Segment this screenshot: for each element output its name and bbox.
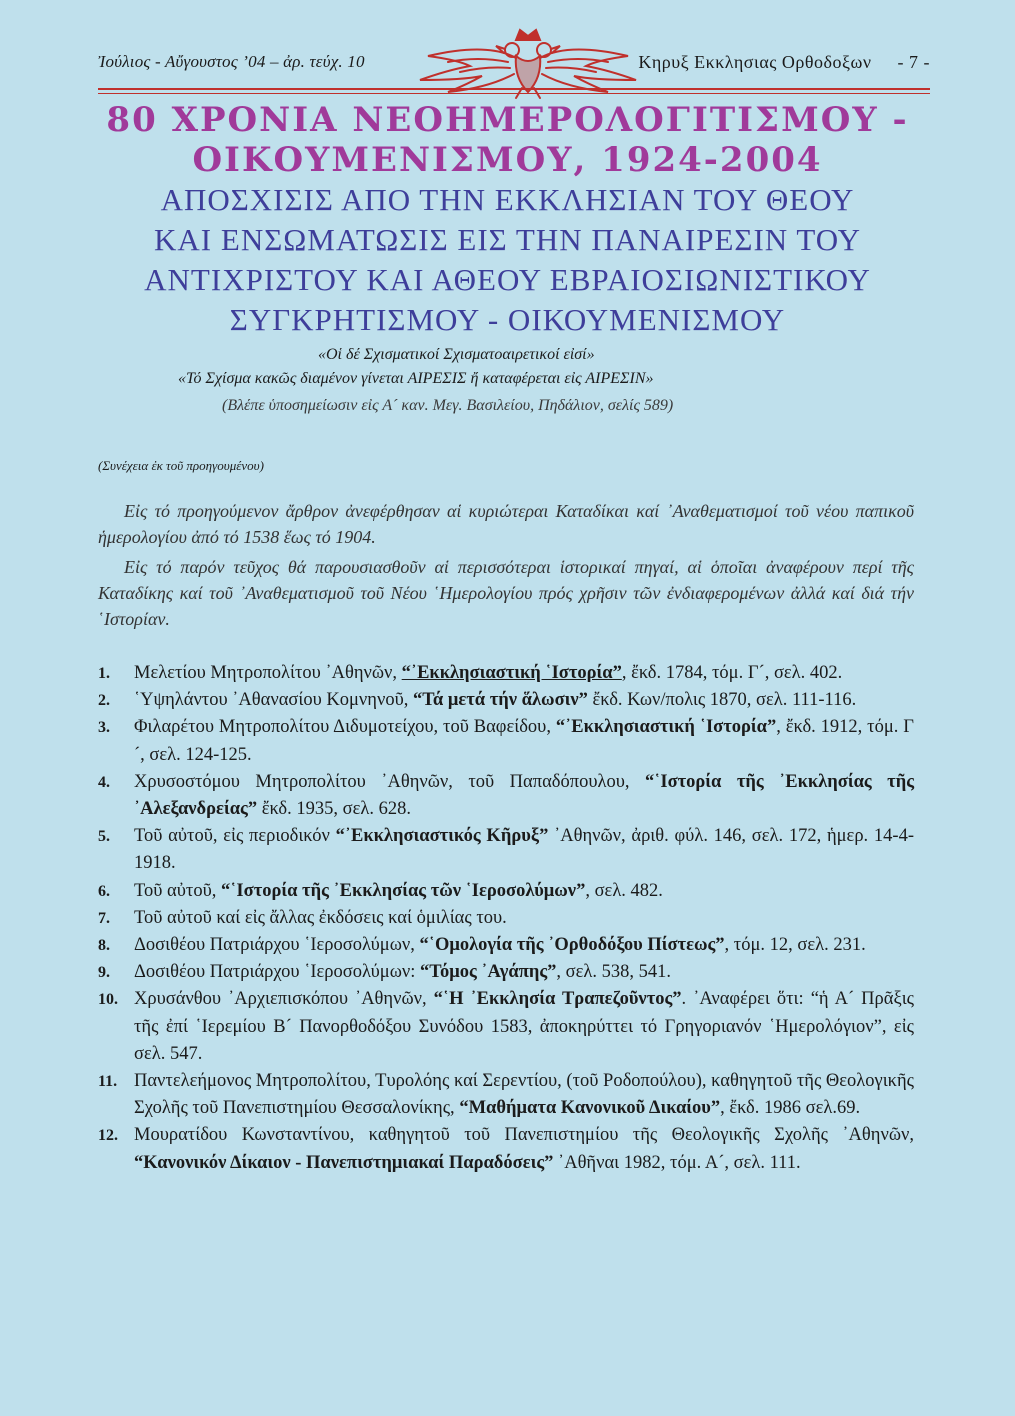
item-details: , ἔκδ. 1986 σελ.69.: [720, 1098, 861, 1119]
item-title: “᾿Εκκλησιαστική ῾Ιστορία”: [401, 663, 622, 683]
item-number: 1.: [98, 665, 110, 682]
list-item: [98, 1068, 914, 1122]
main-title-line-2: ΟΙΚΟΥΜΕΝΙΣΜΟΥ, 1924-2004: [192, 140, 823, 180]
item-details: ἔκδ. 1935, σελ. 628.: [257, 799, 411, 820]
epigraph-reference: (Βλέπε ὑποσημείωσιν εἰς Α´ καν. Μεγ. Βασιλείου, Πηδάλιον, σελίς 589): [222, 397, 674, 414]
intro-paragraph-2: Εἰς τό παρόν τεῦχος θά παρουσιασθοῦν αἱ περισσότεραι ἱστορικαί πηγαί, αἱ ὁποῖαι ἀναφέρουν περί τῆς Καταδίκης καί τοῦ ᾿Αναθεματισμοῦ τοῦ Νέου ῾Ημερολογίου πρός χρῆσιν τῶν ἐνδιαφερομένων ἀλλά καί διά τήν ῾Ιστορίαν.: [98, 557, 914, 629]
main-title: [60, 100, 955, 180]
list-item: [98, 932, 914, 959]
list-item: [98, 959, 914, 986]
main-title-line-1: 80 ΧΡΟΝΙΑ ΝΕΟΗΜΕΡΟΛΟΓΙΤΙΣΜΟΥ -: [106, 100, 909, 140]
subtitle-line-4: ΣΥΓΚΡΗΤΙΣΜΟΥ - ΟΙΚΟΥΜΕΝΙΣΜΟΥ: [229, 302, 786, 337]
header-rule-bottom: [98, 93, 930, 94]
subtitle: [60, 180, 955, 340]
subtitle-line-1: ΑΠΟΣΧΙΣΙΣ ΑΠΟ ΤΗΝ ΕΚΚΛΗΣΙΑΝ ΤΟΥ ΘΕΟΥ: [160, 182, 855, 217]
item-title: “῾Η ᾿Εκκλησία Τραπεζοῦντος”: [433, 989, 682, 1010]
item-title: “Κανονικόν Δίκαιον - Πανεπιστημιακαί Παραδόσεις”: [134, 1152, 554, 1173]
subtitle-line-2: ΚΑΙ ΕΝΣΩΜΑΤΩΣΙΣ ΕΙΣ ΤΗΝ ΠΑΝΑΙΡΕΣΙΝ ΤΟΥ: [154, 222, 861, 257]
item-details: , τόμ. 12, σελ. 231.: [724, 935, 866, 956]
item-text: Μελετίου Μητροπολίτου ᾿Αθηνῶν,: [134, 663, 402, 683]
item-text: Τοῦ αὐτοῦ καί εἰς ἄλλας ἐκδόσεις καί ὁμιλίας του.: [134, 907, 507, 928]
list-item: [98, 660, 914, 687]
item-title: “῾Ιστορία τῆς ᾿Εκκλησίας τῆς ᾿Αλεξανδρείας”: [134, 771, 914, 820]
page-number: - 7 -: [897, 52, 930, 72]
item-title: “Τά μετά τήν ἅλωσιν”: [412, 690, 588, 711]
list-item: [98, 714, 914, 768]
item-number: 5.: [98, 828, 110, 846]
item-details: , σελ. 482.: [585, 880, 663, 901]
item-text: Παντελεήμονος Μητροπολίτου, Τυρολόης καί Σερεντίου, (τοῦ Ροδοπούλου), καθηγητοῦ τῆς Θεολογικῆς Σχολῆς τοῦ Πανεπιστημίου Θεσσαλονίκης,: [134, 1071, 914, 1119]
header-rule-top: [98, 88, 930, 90]
item-title: “Μαθήματα Κανονικοῦ Δικαίου”: [459, 1098, 721, 1119]
list-item: [98, 878, 914, 905]
issue-info: Ἰούλιος - Αὔγουστος ’04 – ἀρ. τεύχ. 10: [98, 52, 365, 71]
page-header: [98, 40, 930, 100]
item-text: Χρυσάνθου ᾿Αρχιεπισκόπου ᾿Αθηνῶν,: [134, 989, 434, 1010]
list-item: [98, 905, 914, 932]
list-item: [98, 687, 914, 714]
item-text: Μουρατίδου Κωνσταντίνου, καθηγητοῦ τοῦ Πανεπιστημίου τῆς Θεολογικῆς Σχολῆς ᾿Αθηνῶν,: [134, 1125, 914, 1146]
item-number: 8.: [98, 937, 110, 955]
list-item: [98, 1122, 914, 1176]
list-item: [98, 986, 914, 1068]
item-text: Χρυσοστόμου Μητροπολίτου ᾿Αθηνῶν, τοῦ Παπαδόπουλου,: [134, 771, 645, 792]
item-details: . ᾿Αναφέρει ὅτι: “ἡ Α´ Πρᾶξις τῆς ἐπί ῾Ιερεμίου Β´ Πανορθοδόξου Συνόδου 1583, ἀποκηρύττει τό Γρηγοριανόν ῾Ημερολόγιον”, εἰς σελ. 547.: [134, 989, 915, 1064]
item-text: Δοσιθέου Πατριάρχου ῾Ιεροσολύμων:: [134, 962, 421, 983]
list-item: [98, 769, 914, 823]
item-text: Τοῦ αὐτοῦ, εἰς περιοδικόν: [134, 826, 336, 847]
item-text: Δοσιθέου Πατριάρχου ῾Ιεροσολύμων,: [134, 935, 420, 956]
item-title: “Τόμος ᾿Αγάπης”: [420, 962, 557, 983]
publication-name: Κηρυξ Εκκλησιας Ορθοδοξων: [638, 52, 872, 72]
continuation-note: (Συνέχεια ἐκ τοῦ προηγουμένου): [98, 458, 264, 473]
item-number: 4.: [98, 773, 110, 791]
item-details: ᾿Αθῆναι 1982, τόμ. Α´, σελ. 111.: [553, 1152, 801, 1173]
item-text: ῾Υψηλάντου ᾿Αθανασίου Κομνηνοῦ,: [134, 690, 413, 711]
item-number: 3.: [98, 719, 110, 737]
item-details: ἔκδ. Κων/πολις 1870, σελ. 111-116.: [587, 690, 857, 711]
publication-header: [638, 52, 930, 73]
reference-list: [98, 660, 914, 1177]
item-details: , ἔκδ. 1912, τόμ. Γ´, σελ. 124-125.: [134, 717, 914, 765]
item-title: “῾Ιστορία τῆς ᾿Εκκλησίας τῶν ῾Ιεροσολύμων”: [221, 880, 586, 901]
item-details: , ἔκδ. 1784, τόμ. Γ´, σελ. 402.: [621, 663, 843, 683]
list-item: [98, 823, 914, 877]
epigraph-quote-2: «Τό Σχίσμα κακῶς διαμένον γίνεται ΑΙΡΕΣΙΣ ἤ καταφέρεται εἰς ΑΙΡΕΣΙΝ»: [178, 370, 654, 387]
item-details: ᾿Αθηνῶν, ἀριθ. φύλ. 146, σελ. 172, ἡμερ. 14-4-1918.: [134, 826, 914, 874]
item-details: , σελ. 538, 541.: [556, 962, 671, 983]
item-title: “᾿Εκκλησιαστικός Κῆρυξ”: [335, 826, 549, 847]
double-headed-eagle-emblem: [408, 26, 648, 102]
item-number: 2.: [98, 692, 110, 710]
item-number: 11.: [98, 1073, 118, 1091]
item-title: “᾿Εκκλησιαστική ῾Ιστορία”: [555, 717, 777, 738]
introduction: [98, 498, 914, 636]
item-number: 7.: [98, 909, 110, 927]
intro-paragraph-1: Εἰς τό προηγούμενον ἄρθρον ἀνεφέρθησαν αἱ κυριώτεραι Καταδίκαι καί ᾿Αναθεματισμοί τοῦ νέου παπικοῦ ἡμερολογίου ἀπό τό 1538 ἕως τό 1904.: [98, 501, 914, 547]
item-title: “῾Ομολογία τῆς ᾿Ορθοδόξου Πίστεως”: [419, 935, 725, 956]
item-text: Φιλαρέτου Μητροπολίτου Διδυμοτείχου, τοῦ Βαφείδου,: [134, 717, 556, 738]
item-text: Τοῦ αὐτοῦ,: [134, 880, 222, 901]
item-number: 9.: [98, 964, 110, 982]
item-number: 10.: [98, 991, 118, 1009]
subtitle-line-3: ΑΝΤΙΧΡΙΣΤΟΥ ΚΑΙ ΑΘΕΟΥ ΕΒΡΑΙΟΣΙΩΝΙΣΤΙΚΟΥ: [144, 262, 871, 297]
item-number: 6.: [98, 882, 110, 900]
epigraph-quote-1: «Οἱ δέ Σχισματικοί Σχισματοαιρετικοί εἰσί»: [318, 346, 595, 363]
item-number: 12.: [98, 1127, 118, 1145]
